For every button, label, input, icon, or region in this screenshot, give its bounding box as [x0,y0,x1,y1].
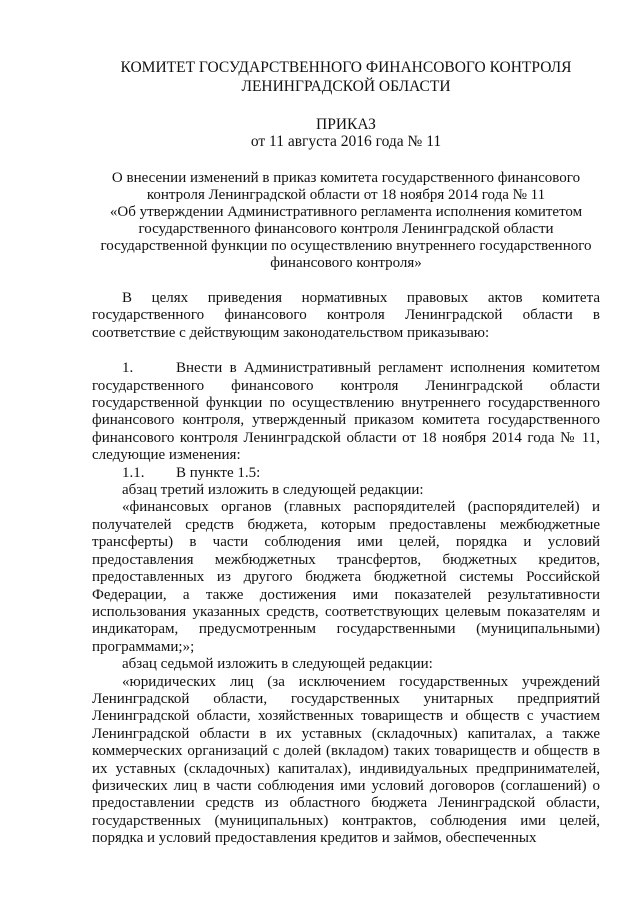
subject-line: «Об утверждении Административного регламента исполнения комитетом [109,204,583,220]
item-1-paragraph [92,360,600,464]
para-third-text: «финансовых органов (главных распорядителей (распорядителей) и получателей средств бюджета, которым предоставлены межбюджетные трансферты) в части соблюдения ими целей, порядка и условий предоставления межбюджетных трансфертов, бюджетных кредитов, предоставленных из другого бюджета бюджетной системы Российской Федерации, а также достижения ими показателей результативности использования указанных средств, соответствующих целевым показателям и индикаторам, предусмотренным государственными (муниципальными) программами;»; [92,499,600,655]
subject-line: государственной функции по осуществлению внутреннего государственного [100,238,592,254]
order-heading [92,116,600,150]
subject-line: контроля Ленинградской области от 18 ноября 2014 года № 11 [146,187,546,203]
order-date: от 11 августа 2016 года № 11 [250,133,442,150]
item-1-text: Внести в Административный регламент исполнения комитетом государственного финансового контроля Ленинградской области государственной функции по осуществлению внутреннего государственного финансового контроля, утвержденный приказом комитета государственного финансового контроля Ленинградской области от 18 ноября 2014 года № 11, следующие изменения: [92,360,600,464]
intro-paragraph: В целях приведения нормативных правовых актов комитета государственного финансового контроля Ленинградской области в соответствие с действующим законодательством приказываю: [92,290,600,341]
order-subject [92,170,600,272]
para-seventh-intro: абзац седьмой изложить в следующей редакции: [122,656,433,673]
item-1-1-paragraph [92,465,600,482]
subject-line: финансового контроля» [270,255,422,271]
subject-line: О внесении изменений в приказ комитета государственного финансового [111,170,581,186]
para-seventh-text: «юридических лиц (за исключением государственных учреждений Ленинградской области, государственных унитарных предприятий Ленинградской области, хозяйственных товариществ и обществ с участием Ленинградской области в их уставных (складочных) капиталах, а также коммерческих организаций с долей (вкладом) таких товариществ и обществ в их уставных (складочных) капиталах), индивидуальных предпринимателей, физических лиц в части соблюдения ими условий договоров (соглашений) о предоставлении средств из областного бюджета Ленинградской области, государственных (муниципальных) контрактов, соблюдения ими целей, порядка и условий предоставления кредитов и займов, обеспеченных [92,673,600,847]
item-1-number: 1. [122,360,134,377]
document-body [92,290,600,848]
order-title: ПРИКАЗ [316,116,376,133]
header-line-1: КОМИТЕТ ГОСУДАРСТВЕННОГО ФИНАНСОВОГО КОНТРОЛЯ [120,59,572,76]
document-header [92,58,600,96]
subject-line: государственного финансового контроля Ленинградской области [138,221,554,237]
para-third-intro: абзац третий изложить в следующей редакции: [122,482,424,499]
item-1-1-number: 1.1. [122,464,145,481]
item-1-1-text: В пункте 1.5: [176,464,261,481]
header-line-2: ЛЕНИНГРАДСКОЙ ОБЛАСТИ [241,78,451,95]
